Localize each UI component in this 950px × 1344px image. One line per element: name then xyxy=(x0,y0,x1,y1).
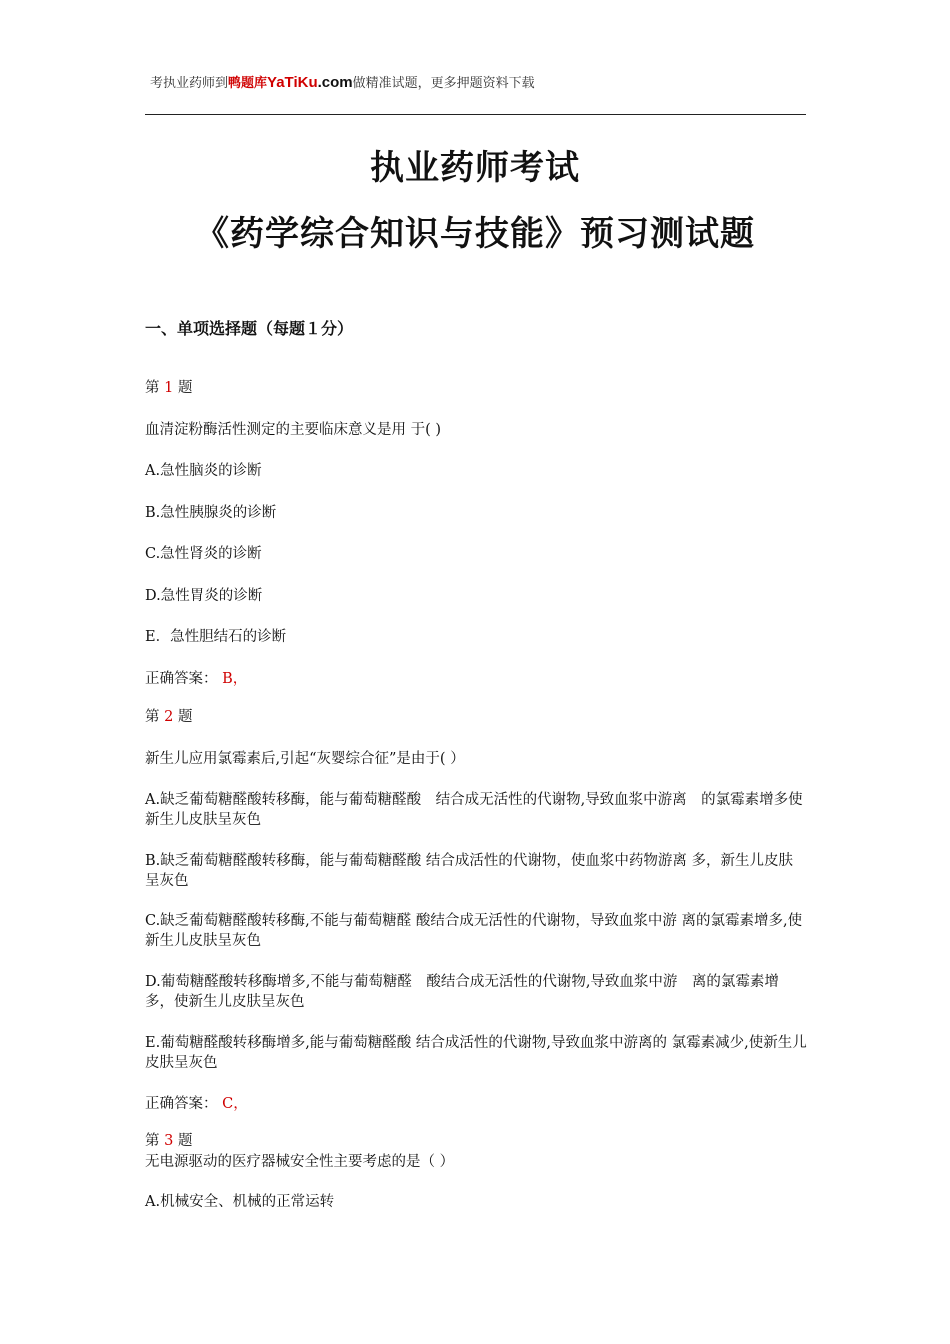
option-c: C.缺乏葡萄糖醛酸转移酶,不能与葡萄糖醛 酸结合成无活性的代谢物，导致血浆中游 离的氯霉素增多,使新生儿皮肤呈灰色 xyxy=(145,913,803,949)
question-stem: 血清淀粉酶活性测定的主要临床意义是用 于( ) xyxy=(145,422,442,438)
question-heading: 第 3 题 xyxy=(145,1133,193,1149)
question-stem: 新生儿应用氯霉素后,引起“灰婴综合征”是由于( ） xyxy=(145,751,465,767)
answer-label: 正确答案： xyxy=(145,671,218,687)
section-title: 一、单项选择题（每题１分） xyxy=(145,319,354,338)
option-d: D.葡萄糖醛酸转移酶增多,不能与葡萄糖醛 酸结合成无活性的代谢物,导致血浆中游 离的氯霉素增多，使新生儿皮肤呈灰色 xyxy=(145,974,779,1010)
answer-value: C， xyxy=(222,1096,248,1112)
option-b: B.缺乏葡萄糖醛酸转移酶，能与葡萄糖醛酸 结合成活性的代谢物，使血浆中药物游离 多，新生儿皮肤呈灰色 xyxy=(145,853,793,889)
answer-value: B， xyxy=(222,671,248,687)
question-number: 1 xyxy=(164,380,174,396)
option-a: A.缺乏葡萄糖醛酸转移酶，能与葡萄糖醛酸 结合成无活性的代谢物,导致血浆中游离 的氯霉素增多使新生儿皮肤呈灰色 xyxy=(145,792,803,828)
header-brand-en[interactable]: YaTiKu xyxy=(267,74,318,91)
option-a: A.急性脑炎的诊断 xyxy=(145,463,262,479)
answer-line xyxy=(145,1094,807,1114)
option-d: D.急性胃炎的诊断 xyxy=(145,588,263,604)
option-c: C.急性肾炎的诊断 xyxy=(145,546,262,562)
option-e: E.葡萄糖醛酸转移酶增多,能与葡萄糖醛酸 结合成活性的代谢物,导致血浆中游离的 氯霉素减少,使新生儿皮肤呈灰色 xyxy=(145,1035,807,1071)
question-heading: 第 1 题 xyxy=(145,380,193,396)
header-suffix: 做精准试题，更多押题资料下载 xyxy=(352,76,535,91)
option-a: A.机械安全、机械的正常运转 xyxy=(145,1194,335,1210)
header-brand-cn[interactable]: 鸭题库 xyxy=(228,76,268,91)
option-e: E．急性胆结石的诊断 xyxy=(145,629,287,645)
page-header xyxy=(150,72,535,91)
option-b: B.急性胰腺炎的诊断 xyxy=(145,505,277,521)
answer-line xyxy=(145,669,807,689)
question-number: 3 xyxy=(164,1133,174,1149)
document-title-line2: 《药学综合知识与技能》预习测试题 xyxy=(195,214,755,254)
answer-label: 正确答案： xyxy=(145,1096,218,1112)
header-divider xyxy=(145,114,806,115)
question-heading: 第 2 题 xyxy=(145,709,193,725)
document-title-line1: 执业药师考试 xyxy=(370,148,580,188)
header-brand-domain[interactable]: .com xyxy=(317,74,353,91)
question-stem: 无电源驱动的医疗器械安全性主要考虑的是（ ） xyxy=(145,1154,455,1170)
question-number: 2 xyxy=(164,709,174,725)
header-prefix: 考执业药师到 xyxy=(150,76,229,91)
